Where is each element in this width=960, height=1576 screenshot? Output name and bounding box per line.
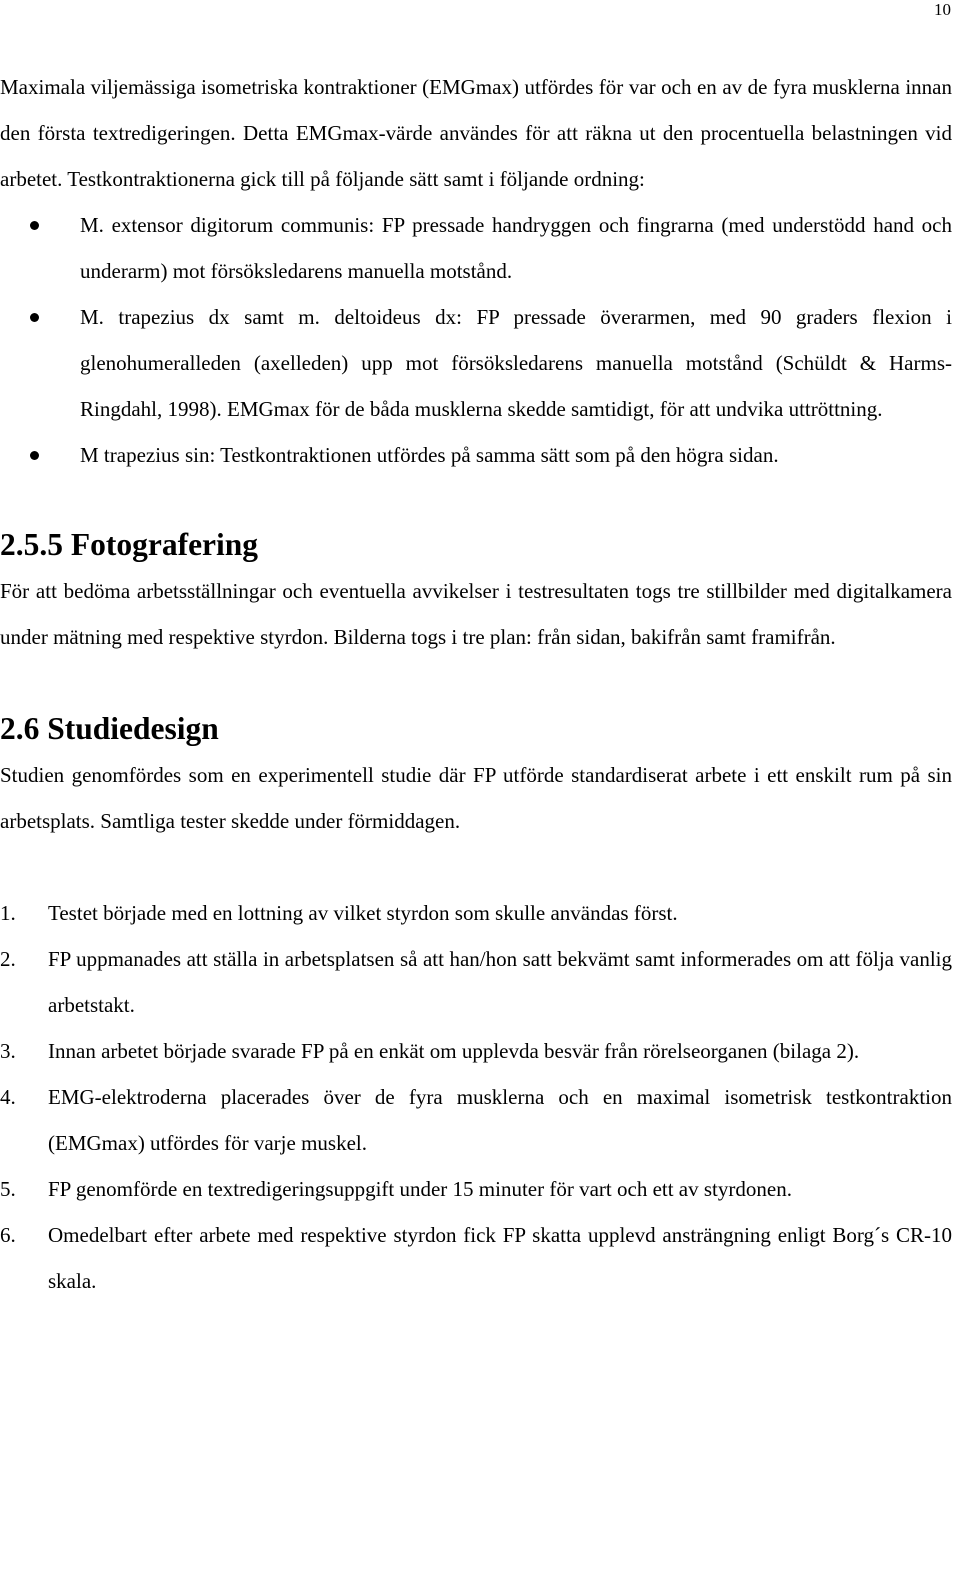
list-item-text: M. extensor digitorum communis: FP pressade handryggen och fingrarna (med understödd hand och underarm) mot försöksledarens manuella motstånd. [80, 213, 952, 283]
contraction-list [0, 202, 952, 478]
step-text: Innan arbetet började svarade FP på en enkät om upplevda besvär från rörelseorganen (bilaga 2). [48, 1039, 860, 1063]
section-spacer [0, 478, 952, 522]
section-heading-studiedesign: 2.6 Studiedesign [0, 711, 219, 746]
step-text: FP uppmanades att ställa in arbetsplatsen så att han/hon satt bekvämt samt informerades om att följa vanlig arbetstakt. [48, 947, 952, 1017]
step-number: 4. [0, 1085, 16, 1109]
step-number: 6. [0, 1223, 16, 1247]
bullet-icon [30, 221, 39, 230]
step-item [0, 1166, 952, 1212]
page-number: 10 [934, 0, 951, 19]
section-spacer [0, 844, 952, 890]
step-item [0, 1028, 952, 1074]
list-item [0, 294, 952, 432]
intro-paragraph: Maximala viljemässiga isometriska kontraktioner (EMGmax) utfördes för var och en av de fyra musklerna innan den första textredigeringen. Detta EMGmax-värde användes för att räkna ut den procentuella belastningen vid arbetet. Testkontraktionerna gick till på följande sätt samt i följande ordning: [0, 75, 952, 191]
section-body-studiedesign: Studien genomfördes som en experimentell studie där FP utförde standardiserat arbete i ett enskilt rum på sin arbetsplats. Samtliga tester skedde under förmiddagen. [0, 763, 952, 833]
section-body-fotografering: För att bedöma arbetsställningar och eventuella avvikelser i testresultaten togs tre stillbilder med digitalkamera under mätning med respektive styrdon. Bilderna togs i tre plan: från sidan, bakifrån samt framifrån. [0, 579, 952, 649]
section-heading-fotografering: 2.5.5 Fotografering [0, 527, 259, 562]
list-item [0, 432, 952, 478]
step-number: 3. [0, 1039, 16, 1063]
list-item-text: M trapezius sin: Testkontraktionen utfördes på samma sätt som på den högra sidan. [80, 443, 779, 467]
step-text: EMG-elektroderna placerades över de fyra musklerna och en maximal isometrisk testkontraktion (EMGmax) utfördes för varje muskel. [48, 1085, 952, 1155]
step-text: FP genomförde en textredigeringsuppgift under 15 minuter för vart och ett av styrdonen. [48, 1177, 792, 1201]
document-body [0, 64, 952, 1304]
step-item [0, 936, 952, 1028]
step-text: Testet började med en lottning av vilket styrdon som skulle användas först. [48, 901, 678, 925]
section-spacer [0, 660, 952, 706]
step-number: 2. [0, 947, 16, 971]
step-number: 5. [0, 1177, 16, 1201]
step-item [0, 890, 952, 936]
step-text: Omedelbart efter arbete med respektive styrdon fick FP skatta upplevd ansträngning enligt Borg´s CR-10 skala. [48, 1223, 952, 1293]
step-number: 1. [0, 901, 16, 925]
list-item [0, 202, 952, 294]
bullet-icon [30, 451, 39, 460]
procedure-steps [0, 890, 952, 1304]
bullet-icon [30, 313, 39, 322]
step-item [0, 1074, 952, 1166]
step-item [0, 1212, 952, 1304]
list-item-text: M. trapezius dx samt m. deltoideus dx: FP pressade överarmen, med 90 graders flexion i glenohumeralleden (axelleden) upp mot försöksledarens manuella motstånd (Schüldt & Harms-Ringdahl, 1998). EMGmax för de båda musklerna skedde samtidigt, för att undvika uttröttning. [80, 305, 952, 421]
